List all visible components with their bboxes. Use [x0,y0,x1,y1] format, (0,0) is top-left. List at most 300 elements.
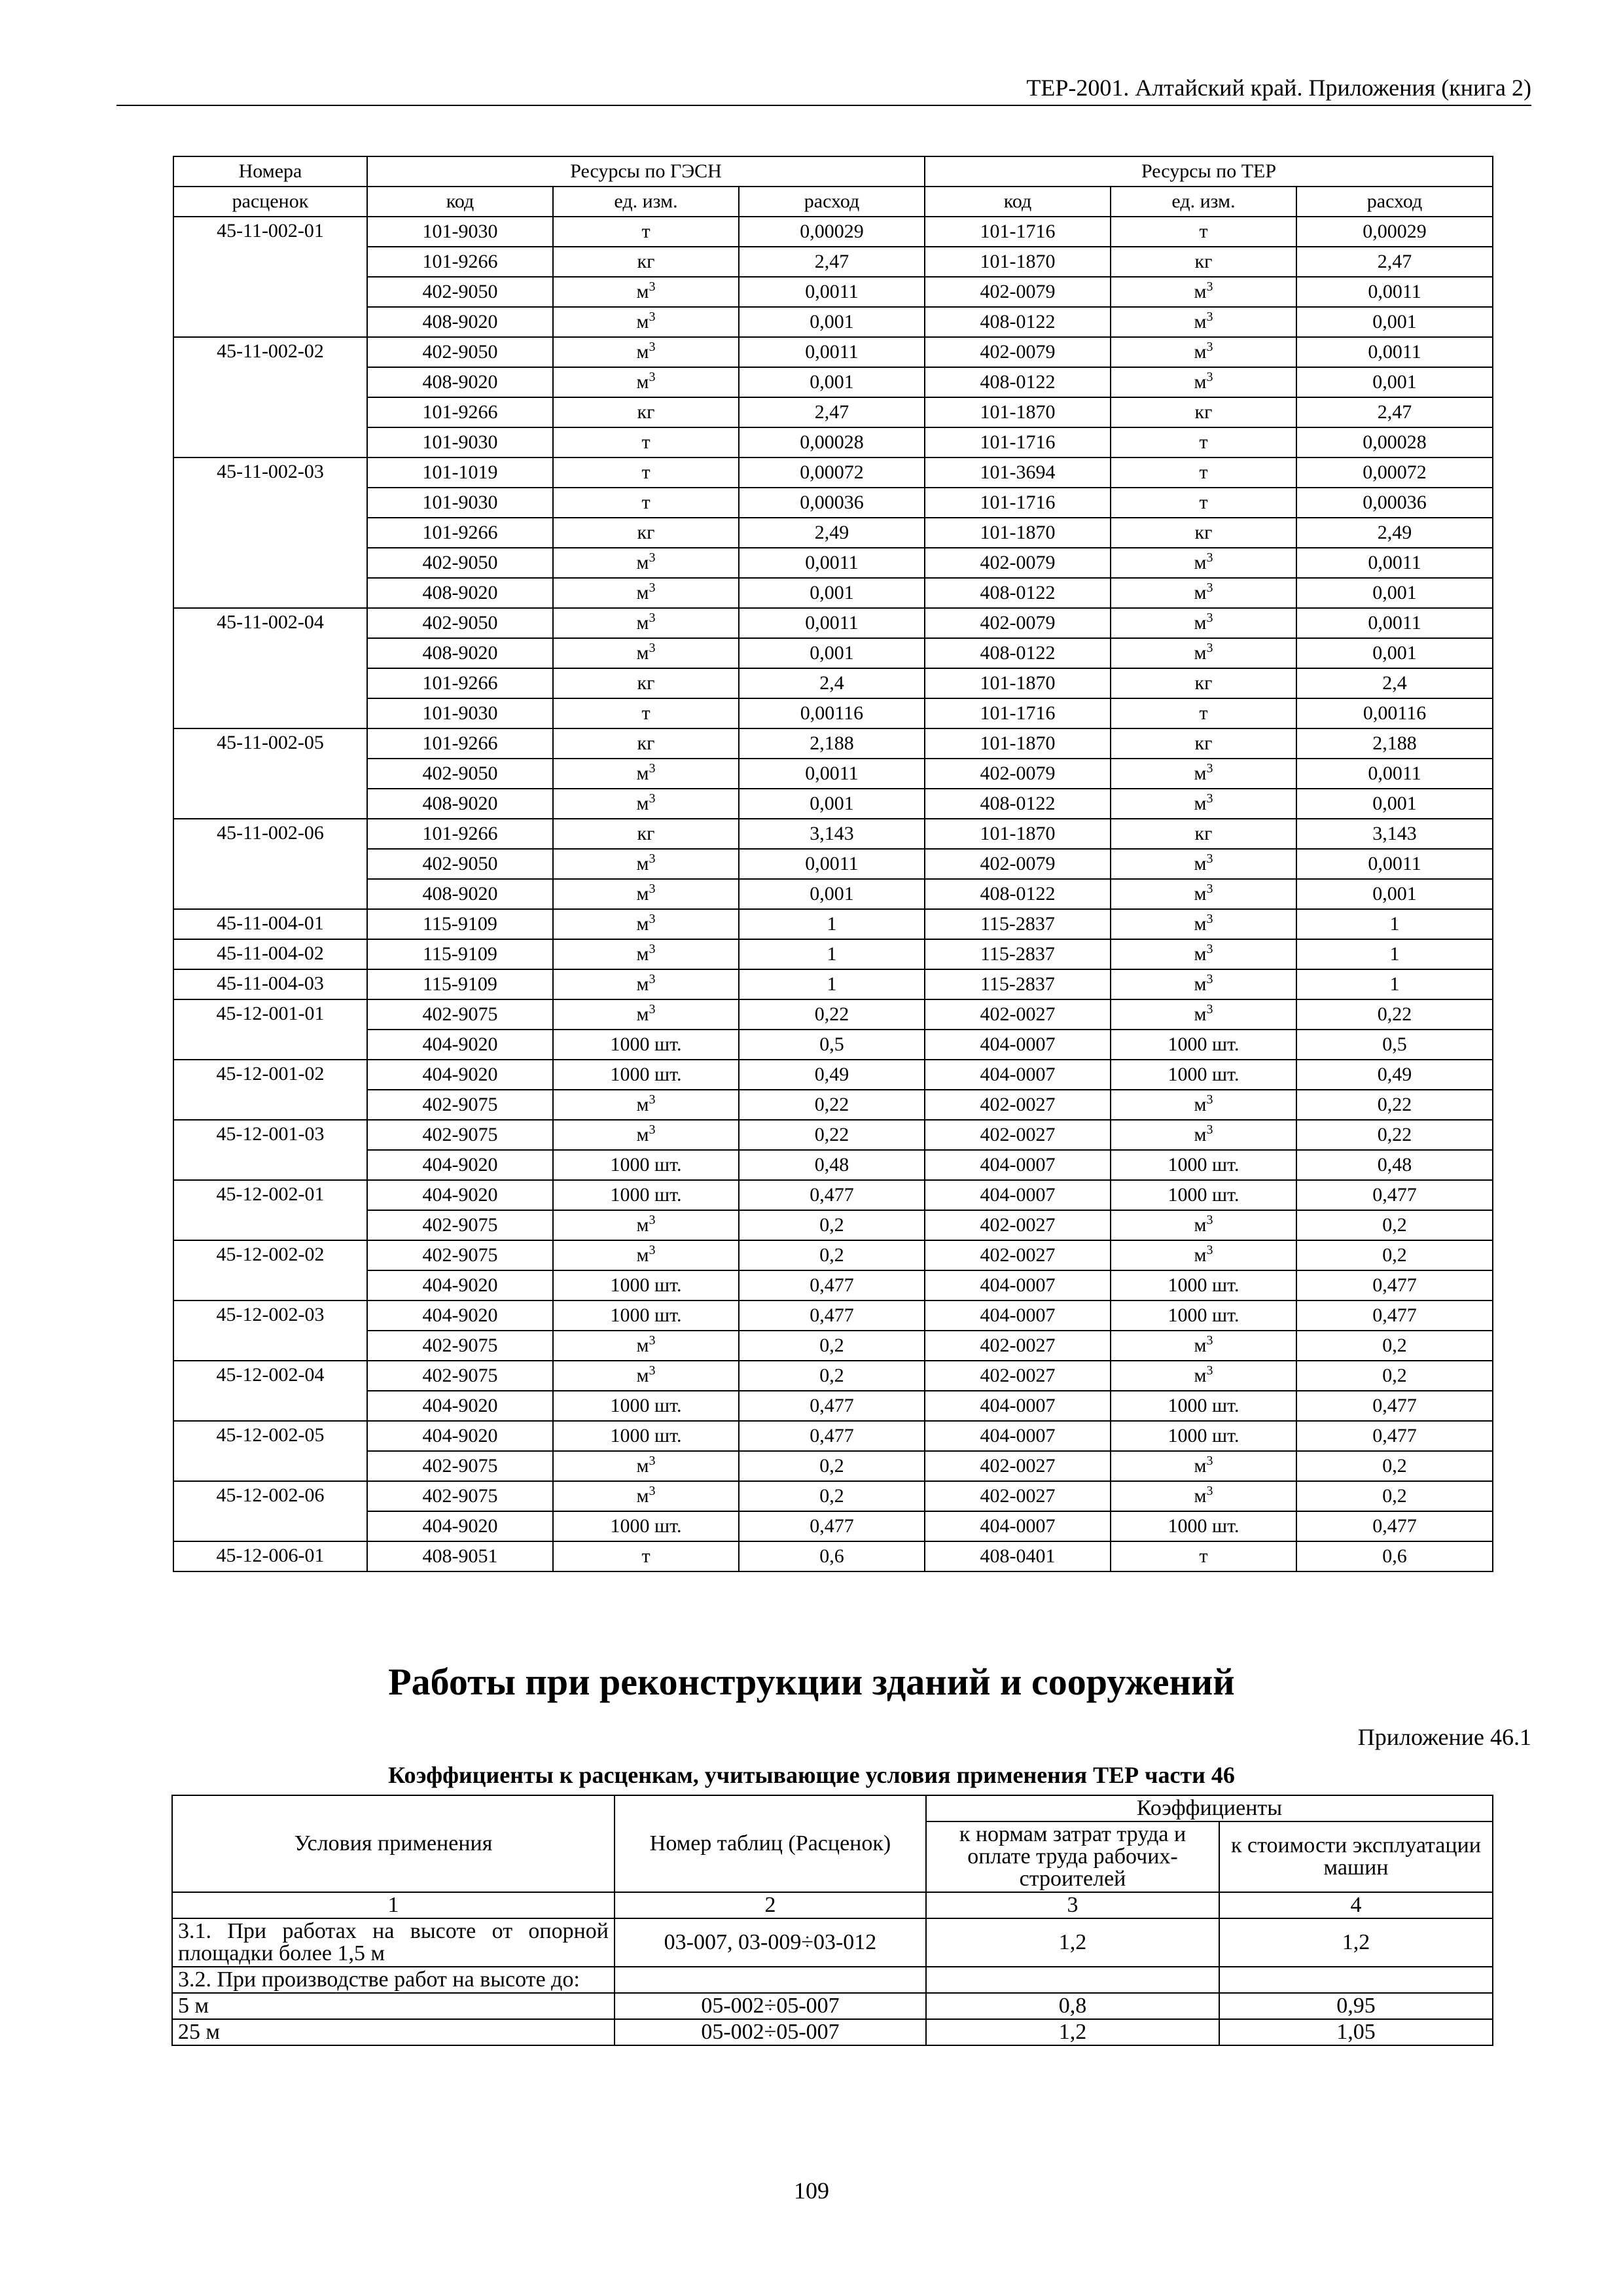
gesn-unit: 1000 шт. [553,1180,739,1210]
ter-unit: $м^3$ [1111,307,1296,337]
ter-unit: $м^3$ [1111,909,1296,939]
ter-unit: 1000 шт. [1111,1060,1296,1090]
rate-number: 45-11-002-04 [173,608,367,728]
gesn-code: 115-9109 [367,939,553,969]
ter-unit: $м^3$ [1111,1481,1296,1511]
ter-unit: кг [1111,397,1296,427]
ter-code: 101-1870 [925,819,1111,849]
ter-consumption: 0,0011 [1296,608,1493,638]
ter-unit: т [1111,217,1296,247]
ter-unit-header: ед. изм. [1111,187,1296,217]
gesn-code: 101-1019 [367,457,553,488]
ter-code: 408-0122 [925,307,1111,337]
ter-consumption: 0,477 [1296,1511,1493,1541]
gesn-code: 402-9075 [367,999,553,1030]
ter-unit: кг [1111,247,1296,277]
ter-unit: 1000 шт. [1111,1030,1296,1060]
ter-code: 402-0079 [925,337,1111,367]
running-header: ТЕР-2001. Алтайский край. Приложения (книга 2) [116,73,1531,106]
ter-code: 404-0007 [925,1030,1111,1060]
gesn-code: 404-9020 [367,1270,553,1300]
gesn-unit: кг [553,247,739,277]
gesn-consumption: 0,001 [739,789,925,819]
gesn-resources-header: Ресурсы по ГЭСН [367,156,925,187]
gesn-consumption: 0,0011 [739,608,925,638]
table-row [173,488,1493,518]
machines-coefficient-cell [1219,1967,1493,1993]
ter-consumption: 2,47 [1296,247,1493,277]
ter-unit: $м^3$ [1111,1451,1296,1481]
rate-numbers-header: Номера [173,156,367,187]
gesn-code: 404-9020 [367,1150,553,1180]
ter-unit: $м^3$ [1111,548,1296,578]
gesn-consumption: 0,2 [739,1331,925,1361]
gesn-unit: $м^3$ [553,1481,739,1511]
resources-table [173,156,1493,1572]
gesn-code: 101-9266 [367,518,553,548]
ter-code: 402-0027 [925,1090,1111,1120]
gesn-unit: кг [553,518,739,548]
ter-code: 101-3694 [925,457,1111,488]
gesn-code: 402-9050 [367,759,553,789]
gesn-consumption: 0,2 [739,1451,925,1481]
ter-code: 408-0401 [925,1541,1111,1571]
condition-cell: 3.2. При производстве работ на высоте до: [172,1967,615,1993]
gesn-code: 101-9030 [367,698,553,728]
gesn-code: 404-9020 [367,1030,553,1060]
gesn-consumption: 0,001 [739,638,925,668]
table-row [173,1331,1493,1361]
gesn-unit: кг [553,728,739,759]
ter-code: 404-0007 [925,1391,1111,1421]
table-row [173,1120,1493,1150]
gesn-unit: $м^3$ [553,337,739,367]
table-row [173,307,1493,337]
ter-consumption: 0,2 [1296,1361,1493,1391]
rate-number: 45-11-002-06 [173,819,367,909]
ter-consumption: 0,6 [1296,1541,1493,1571]
gesn-unit: $м^3$ [553,1090,739,1120]
ter-unit: $м^3$ [1111,789,1296,819]
ter-consumption: 0,5 [1296,1030,1493,1060]
machines-coefficient-cell: 1,05 [1219,2019,1493,2045]
page-number: 109 [794,2178,829,2204]
table-row [173,1150,1493,1180]
table-row [173,1511,1493,1541]
ter-unit: $м^3$ [1111,1090,1296,1120]
ter-unit: 1000 шт. [1111,1421,1296,1451]
gesn-unit: 1000 шт. [553,1511,739,1541]
header-row-2 [173,187,1493,217]
gesn-code: 402-9075 [367,1481,553,1511]
gesn-code: 408-9051 [367,1541,553,1571]
gesn-code: 101-9266 [367,397,553,427]
gesn-code: 402-9050 [367,608,553,638]
gesn-unit: $м^3$ [553,879,739,909]
gesn-unit: 1000 шт. [553,1391,739,1421]
gesn-consumption: 0,477 [739,1300,925,1331]
gesn-unit: $м^3$ [553,638,739,668]
ter-unit: $м^3$ [1111,277,1296,307]
condition-cell: 25 м [172,2019,615,2045]
gesn-code: 404-9020 [367,1180,553,1210]
gesn-consumption: 0,49 [739,1060,925,1090]
ter-unit: 1000 шт. [1111,1150,1296,1180]
table-row [172,1993,1493,2019]
appendix-label: Приложение 46.1 [1357,1724,1531,1750]
gesn-unit: $м^3$ [553,759,739,789]
header-row-1 [173,156,1493,187]
ter-consumption: 0,49 [1296,1060,1493,1090]
gesn-consumption: 0,0011 [739,759,925,789]
section-title: Работы при реконструкции зданий и сооружений [388,1660,1235,1703]
gesn-consumption: 0,5 [739,1030,925,1060]
rate-number: 45-11-004-02 [173,939,367,969]
ter-consumption: 0,00029 [1296,217,1493,247]
rate-number: 45-12-002-05 [173,1421,367,1481]
ter-unit: $м^3$ [1111,337,1296,367]
ter-code: 402-0079 [925,759,1111,789]
ter-consumption: 0,0011 [1296,759,1493,789]
ter-consumption: 2,49 [1296,518,1493,548]
rate-number: 45-12-002-06 [173,1481,367,1541]
gesn-unit: $м^3$ [553,307,739,337]
ter-code: 101-1870 [925,397,1111,427]
table-row [173,698,1493,728]
gesn-unit: кг [553,397,739,427]
ter-code: 115-2837 [925,909,1111,939]
gesn-consumption: 0,477 [739,1421,925,1451]
gesn-consumption: 0,0011 [739,849,925,879]
gesn-consumption: 0,22 [739,1120,925,1150]
resources-table-head [173,156,1493,217]
gesn-code: 101-9030 [367,427,553,457]
gesn-consumption: 2,188 [739,728,925,759]
gesn-unit: $м^3$ [553,909,739,939]
table-row [173,789,1493,819]
gesn-consumption: 0,001 [739,578,925,608]
ter-code: 404-0007 [925,1300,1111,1331]
gesn-consumption: 0,22 [739,1090,925,1120]
table-row [173,337,1493,367]
gesn-code: 402-9050 [367,849,553,879]
ter-unit: $м^3$ [1111,608,1296,638]
table-row [173,608,1493,638]
gesn-unit: $м^3$ [553,608,739,638]
gesn-code: 402-9075 [367,1331,553,1361]
ter-consumption: 0,00028 [1296,427,1493,457]
ter-unit: $м^3$ [1111,999,1296,1030]
gesn-unit: $м^3$ [553,849,739,879]
ter-consumption: 0,2 [1296,1481,1493,1511]
ter-unit: $м^3$ [1111,759,1296,789]
gesn-unit: т [553,698,739,728]
ter-code: 101-1716 [925,698,1111,728]
gesn-unit: $м^3$ [553,939,739,969]
ter-consumption: 0,22 [1296,1120,1493,1150]
ter-consumption: 0,001 [1296,367,1493,397]
ter-resources-header: Ресурсы по ТЕР [925,156,1493,187]
column-numbers-row [172,1892,1493,1918]
gesn-consumption: 0,477 [739,1270,925,1300]
ter-unit: кг [1111,728,1296,759]
column-number: 2 [615,1892,926,1918]
ter-consumption: 0,477 [1296,1270,1493,1300]
table-row [173,578,1493,608]
coefficients-table-title: Коэффициенты к расценкам, учитывающие условия применения ТЕР части 46 [388,1762,1235,1788]
table-row [172,2019,1493,2045]
ter-unit: 1000 шт. [1111,1300,1296,1331]
gesn-consumption: 2,47 [739,247,925,277]
resources-table-body [173,217,1493,1571]
table-row [173,1361,1493,1391]
ter-code: 404-0007 [925,1060,1111,1090]
gesn-consumption: 0,477 [739,1511,925,1541]
labor-coefficient-cell [926,1967,1219,1993]
gesn-code: 402-9050 [367,548,553,578]
gesn-code: 402-9050 [367,337,553,367]
coefficients-header: Коэффициенты [926,1795,1493,1821]
gesn-consumption: 0,001 [739,367,925,397]
ter-unit: т [1111,698,1296,728]
ter-consumption: 3,143 [1296,819,1493,849]
table-row [173,277,1493,307]
labor-coefficient-header: к нормам затрат труда и оплате труда рабочих-строителей [926,1821,1219,1892]
ter-consumption: 2,47 [1296,397,1493,427]
gesn-unit: т [553,427,739,457]
table-numbers-cell: 05-002÷05-007 [615,1993,926,2019]
table-row [173,1270,1493,1300]
ter-consumption: 0,2 [1296,1451,1493,1481]
gesn-unit: т [553,217,739,247]
table-row [173,1090,1493,1120]
labor-coefficient-cell: 1,2 [926,2019,1219,2045]
ter-unit: $м^3$ [1111,1120,1296,1150]
ter-code: 402-0079 [925,849,1111,879]
gesn-consumption: 0,00029 [739,217,925,247]
ter-code: 402-0027 [925,1361,1111,1391]
gesn-code: 101-9266 [367,819,553,849]
ter-consumption: 0,001 [1296,879,1493,909]
ter-unit: кг [1111,819,1296,849]
condition-cell: 3.1. При работах на высоте от опорной площадки более 1,5 м [172,1918,615,1967]
table-row [173,427,1493,457]
gesn-unit: 1000 шт. [553,1060,739,1090]
table-row [173,1300,1493,1331]
gesn-unit: $м^3$ [553,1361,739,1391]
ter-consumption: 0,001 [1296,307,1493,337]
ter-consumption: 0,22 [1296,999,1493,1030]
table-row [173,759,1493,789]
ter-consumption: 0,00072 [1296,457,1493,488]
rate-number: 45-12-006-01 [173,1541,367,1571]
ter-code: 115-2837 [925,939,1111,969]
gesn-code: 404-9020 [367,1060,553,1090]
gesn-consumption: 2,49 [739,518,925,548]
gesn-consumption: 1 [739,909,925,939]
ter-consumption: 0,477 [1296,1300,1493,1331]
gesn-code: 404-9020 [367,1391,553,1421]
ter-consumption: 0,22 [1296,1090,1493,1120]
gesn-code: 402-9075 [367,1090,553,1120]
ter-consumption: 0,001 [1296,578,1493,608]
gesn-consumption: 0,6 [739,1541,925,1571]
table-row [173,1481,1493,1511]
ter-consumption: 0,0011 [1296,548,1493,578]
gesn-unit: $м^3$ [553,1240,739,1270]
table-numbers-cell: 03-007, 03-009÷03-012 [615,1918,926,1967]
gesn-unit: $м^3$ [553,1451,739,1481]
ter-consumption: 0,0011 [1296,337,1493,367]
gesn-code: 404-9020 [367,1421,553,1451]
ter-code: 115-2837 [925,969,1111,999]
ter-unit: $м^3$ [1111,1210,1296,1240]
column-number: 4 [1219,1892,1493,1918]
ter-consumption: 0,2 [1296,1210,1493,1240]
gesn-unit: т [553,488,739,518]
table-row [173,999,1493,1030]
ter-code: 402-0027 [925,1240,1111,1270]
rate-number: 45-11-002-02 [173,337,367,457]
ter-consumption: 0,2 [1296,1331,1493,1361]
gesn-consumption: 0,2 [739,1240,925,1270]
table-row [173,668,1493,698]
gesn-unit: $м^3$ [553,789,739,819]
gesn-unit: $м^3$ [553,1120,739,1150]
table-row [172,1918,1493,1967]
gesn-consumption: 0,2 [739,1481,925,1511]
ter-code: 402-0079 [925,608,1111,638]
ter-unit: т [1111,427,1296,457]
ter-code: 408-0122 [925,789,1111,819]
gesn-consumption: 2,47 [739,397,925,427]
ter-consumption: 0,2 [1296,1240,1493,1270]
table-row [173,638,1493,668]
ter-consumption: 1 [1296,909,1493,939]
gesn-code: 404-9020 [367,1511,553,1541]
ter-code: 404-0007 [925,1511,1111,1541]
ter-code: 404-0007 [925,1421,1111,1451]
ter-code: 402-0027 [925,1481,1111,1511]
ter-code-header: код [925,187,1111,217]
ter-unit: $м^3$ [1111,638,1296,668]
ter-consumption: 2,188 [1296,728,1493,759]
gesn-code: 404-9020 [367,1300,553,1331]
gesn-unit: 1000 шт. [553,1150,739,1180]
gesn-unit: т [553,1541,739,1571]
gesn-code: 402-9075 [367,1361,553,1391]
ter-consumption: 1 [1296,939,1493,969]
table-numbers-header: Номер таблиц (Расценок) [615,1795,926,1892]
gesn-consumption: 0,22 [739,999,925,1030]
table-row [173,849,1493,879]
ter-consumption: 0,477 [1296,1391,1493,1421]
gesn-consumption: 0,0011 [739,548,925,578]
ter-consumption: 0,00116 [1296,698,1493,728]
gesn-unit: $м^3$ [553,1210,739,1240]
gesn-code: 101-9266 [367,668,553,698]
gesn-unit: кг [553,819,739,849]
ter-unit: т [1111,457,1296,488]
gesn-consumption: 0,2 [739,1361,925,1391]
gesn-unit: т [553,457,739,488]
gesn-consumption: 0,48 [739,1150,925,1180]
gesn-unit-header: ед. изм. [553,187,739,217]
table-row [173,1240,1493,1270]
ter-consumption: 2,4 [1296,668,1493,698]
ter-code: 402-0027 [925,999,1111,1030]
gesn-unit: $м^3$ [553,277,739,307]
labor-coefficient-cell: 1,2 [926,1918,1219,1967]
column-number: 1 [172,1892,615,1918]
ter-consumption: 0,477 [1296,1180,1493,1210]
coefficients-table-head [172,1795,1493,1918]
gesn-code: 408-9020 [367,879,553,909]
ter-unit: 1000 шт. [1111,1391,1296,1421]
ter-code: 101-1716 [925,488,1111,518]
ter-unit: т [1111,1541,1296,1571]
gesn-consumption: 0,477 [739,1391,925,1421]
table-row [173,939,1493,969]
ter-code: 402-0027 [925,1331,1111,1361]
gesn-code: 408-9020 [367,638,553,668]
ter-unit: $м^3$ [1111,578,1296,608]
conditions-header: Условия применения [172,1795,615,1892]
labor-coefficient-cell: 0,8 [926,1993,1219,2019]
ter-code: 101-1870 [925,728,1111,759]
rate-number: 45-12-002-04 [173,1361,367,1421]
coefficients-table [171,1795,1493,2046]
ter-unit: $м^3$ [1111,1331,1296,1361]
rate-number: 45-12-002-02 [173,1240,367,1300]
ter-code: 408-0122 [925,638,1111,668]
ter-unit: $м^3$ [1111,939,1296,969]
gesn-unit: 1000 шт. [553,1030,739,1060]
rate-number: 45-11-002-01 [173,217,367,337]
ter-code: 408-0122 [925,578,1111,608]
gesn-code: 101-9266 [367,728,553,759]
gesn-code: 402-9075 [367,1120,553,1150]
table-row [172,1967,1493,1993]
column-number: 3 [926,1892,1219,1918]
gesn-consumption: 0,00028 [739,427,925,457]
gesn-code: 408-9020 [367,367,553,397]
gesn-unit: 1000 шт. [553,1421,739,1451]
gesn-code: 115-9109 [367,909,553,939]
ter-consumption-header: расход [1296,187,1493,217]
ter-consumption: 0,001 [1296,638,1493,668]
ter-unit: $м^3$ [1111,367,1296,397]
ter-code: 101-1870 [925,668,1111,698]
machines-coefficient-header: к стоимости эксплуатации машин [1219,1821,1493,1892]
table-row [173,1060,1493,1090]
gesn-consumption: 0,00116 [739,698,925,728]
ter-code: 402-0079 [925,277,1111,307]
table-row [173,1391,1493,1421]
table-row [173,1180,1493,1210]
rate-number: 45-11-004-01 [173,909,367,939]
ter-code: 402-0079 [925,548,1111,578]
gesn-consumption: 0,0011 [739,277,925,307]
gesn-consumption: 1 [739,969,925,999]
gesn-consumption: 0,001 [739,879,925,909]
ter-consumption: 0,001 [1296,789,1493,819]
gesn-unit: $м^3$ [553,1331,739,1361]
rate-number: 45-11-002-05 [173,728,367,819]
table-row [173,1541,1493,1571]
gesn-unit: $м^3$ [553,578,739,608]
condition-cell: 5 м [172,1993,615,2019]
